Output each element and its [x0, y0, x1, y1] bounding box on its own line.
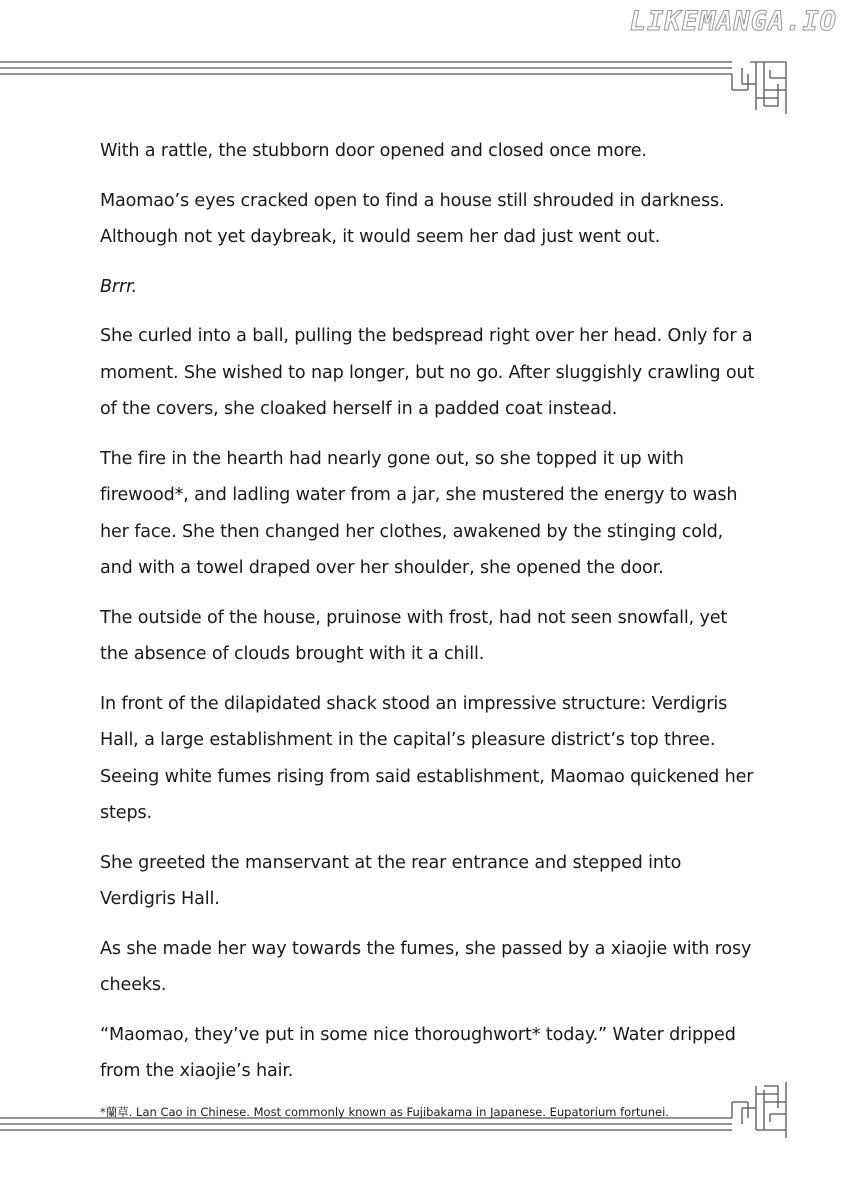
paragraph: The outside of the house, pruinose with frost, had not seen snowfall, yet the absence of clouds brought with it a chill. [100, 607, 728, 664]
paragraph: In front of the dilapidated shack stood an impressive structure: Verdigris Hall, a large establishment in the capital’s pleasure district’s top three. Seeing white fumes rising from said establishment, Maomao quickened her steps. [100, 693, 754, 823]
page-text [100, 133, 760, 1103]
paragraph: The fire in the hearth had nearly gone out, so she topped it up with firewood*, and ladling water from a jar, she mustered the energy to wash her face. She then changed her clothes, awakened by the stinging cold, and with a towel draped over her shoulder, she opened the door. [100, 448, 738, 578]
watermark: LIKEMANGA.IO [629, 6, 837, 37]
paragraph: Maomao’s eyes cracked open to find a house still shrouded in darkness. Although not yet daybreak, it would seem her dad just went out. [100, 190, 725, 247]
top-border-ornament [0, 50, 847, 130]
paragraph: With a rattle, the stubborn door opened and closed once more. [100, 141, 647, 161]
footnote: *蘭草. Lan Cao in Chinese. Most commonly known as Fujibakama in Japanese. Eupatorium fortunei. [100, 1105, 669, 1119]
paragraph: As she made her way towards the fumes, she passed by a xiaojie with rosy cheeks. [100, 938, 752, 995]
paragraph: “Maomao, they’ve put in some nice thoroughwort* today.” Water dripped from the xiaojie’s hair. [100, 1024, 736, 1081]
paragraph: She greeted the manservant at the rear entrance and stepped into Verdigris Hall. [100, 852, 682, 909]
paragraph: She curled into a ball, pulling the bedspread right over her head. Only for a moment. She wished to nap longer, but no go. After sluggishly crawling out of the covers, she cloaked herself in a padded coat instead. [100, 326, 755, 419]
paragraph: Brrr. [100, 276, 137, 297]
